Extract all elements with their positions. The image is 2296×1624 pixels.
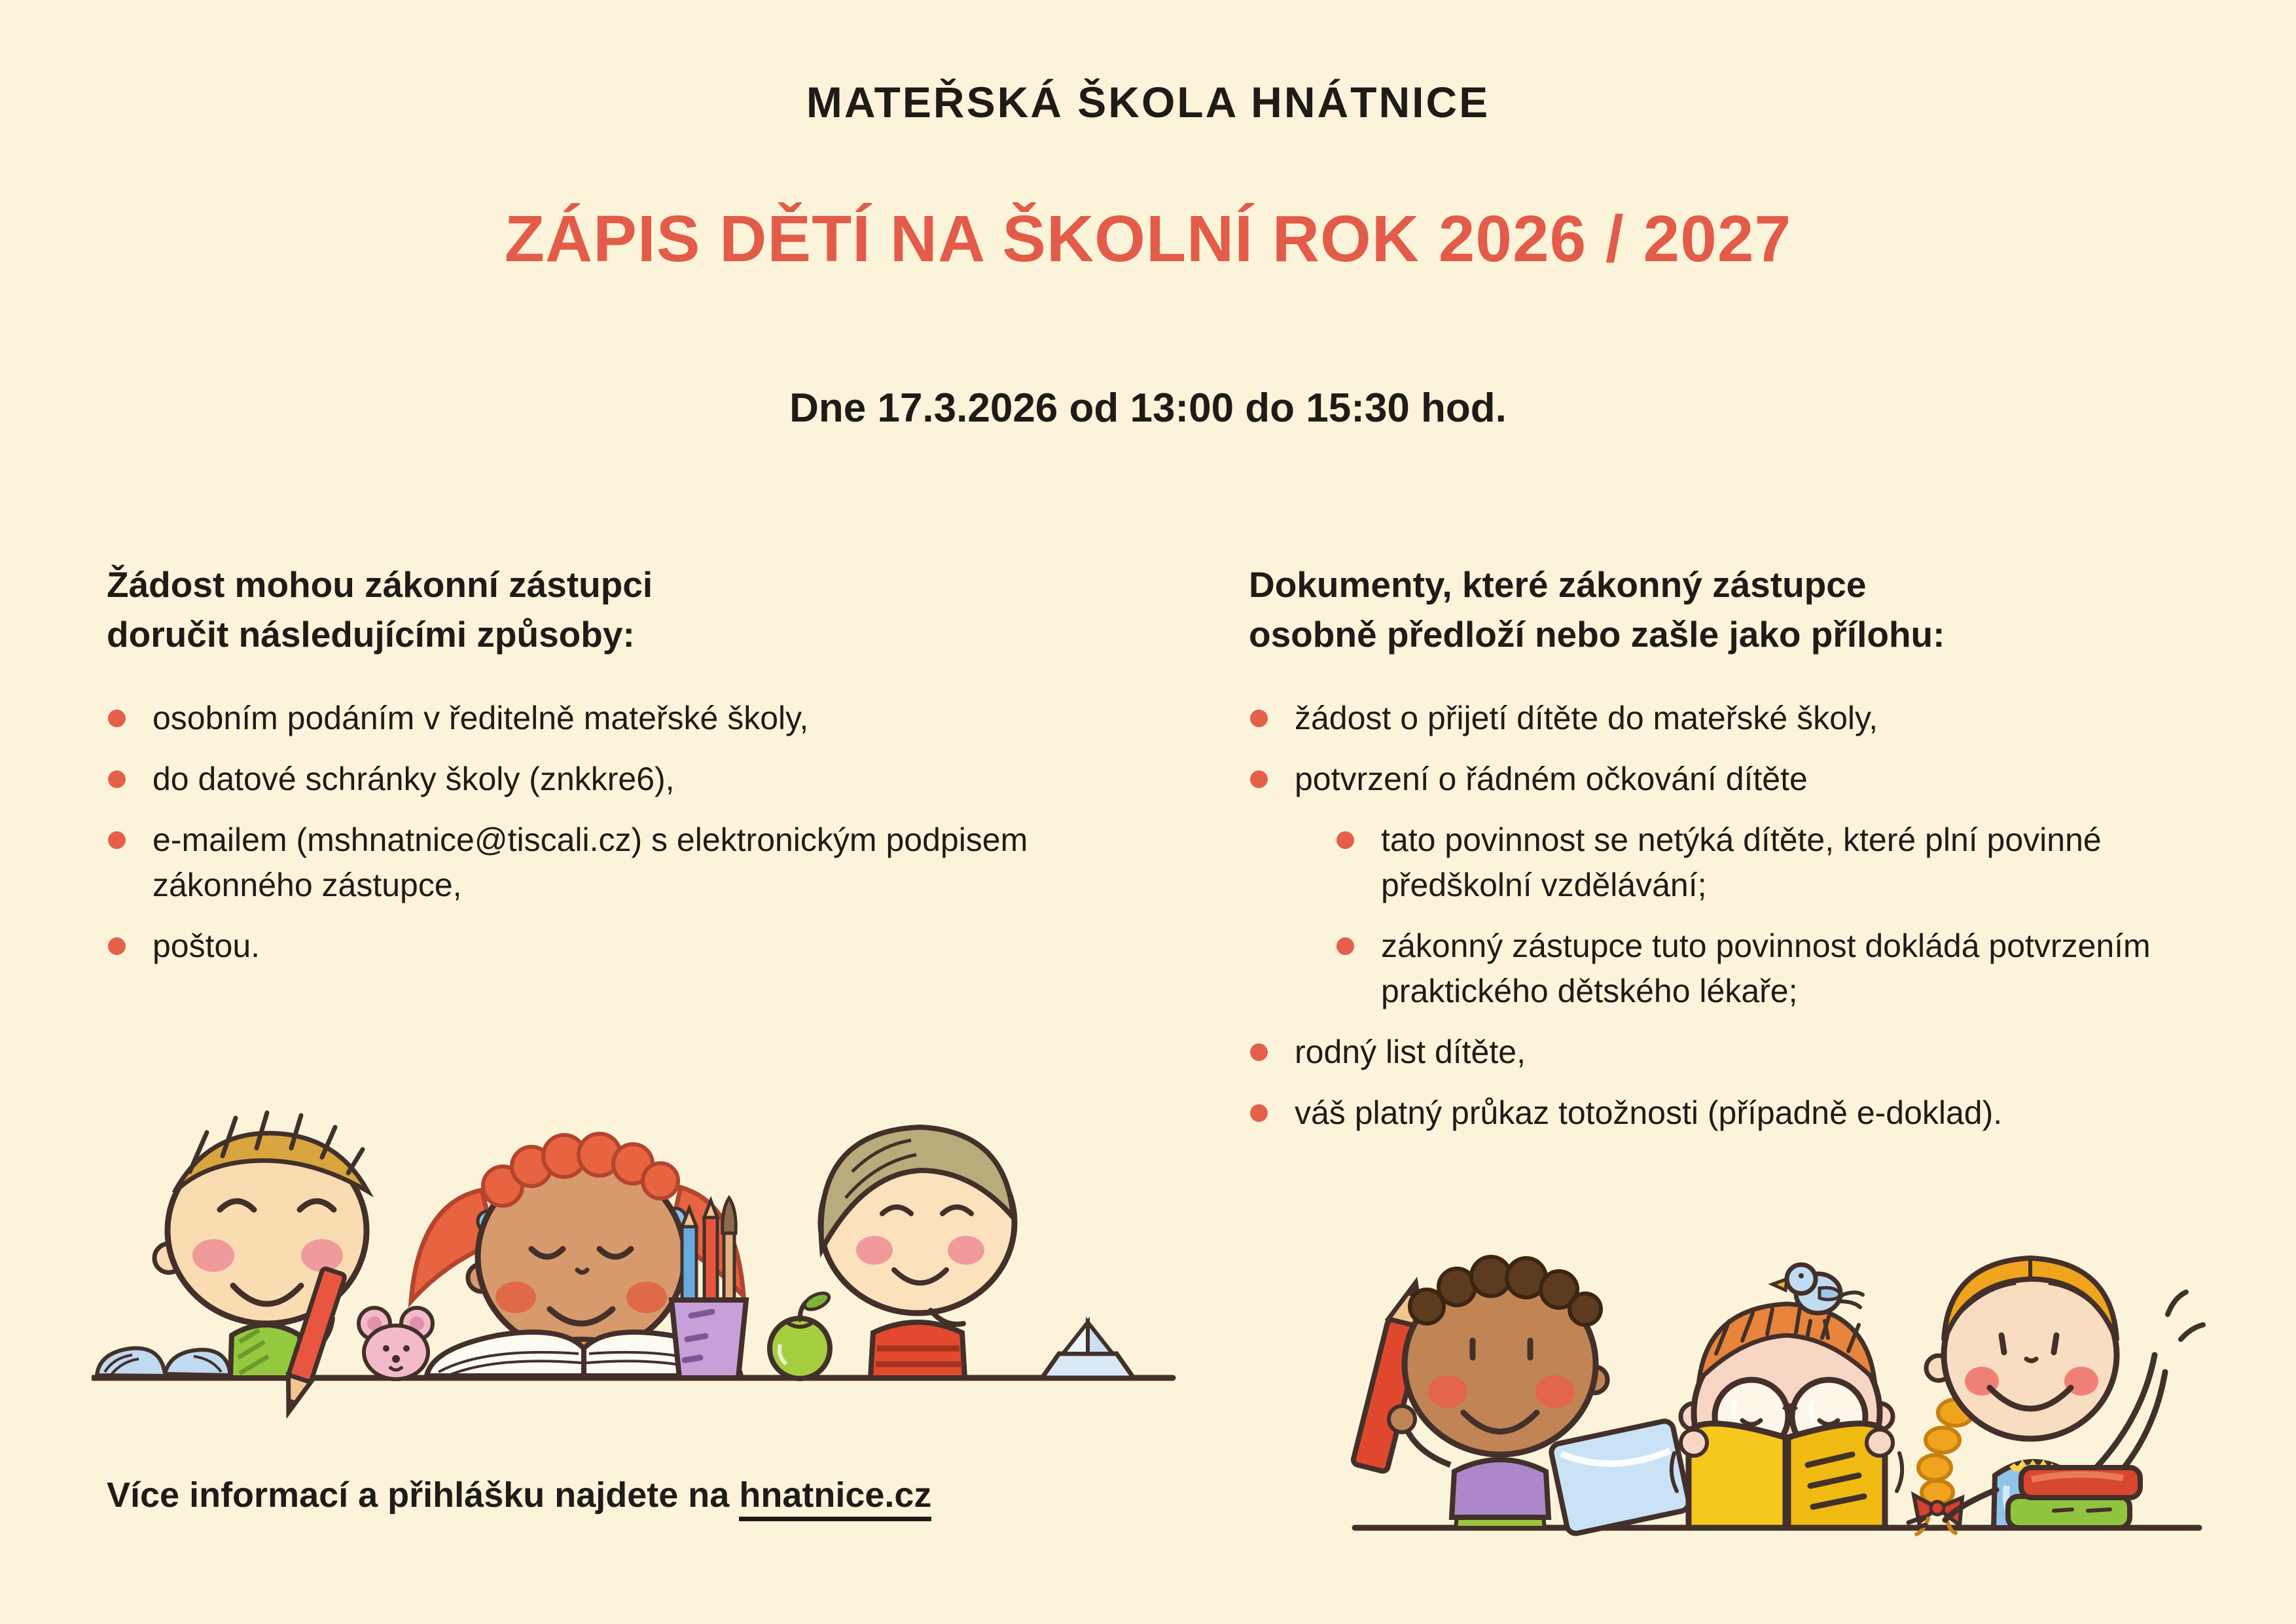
paper-boat [1042,1322,1134,1378]
event-title: ZÁPIS DĚTÍ NA ŠKOLNÍ ROK 2026 / 2027 [504,202,1792,276]
bullet-icon [108,831,126,849]
footer-note [107,1475,931,1515]
bullet-icon [1336,831,1354,849]
submission-methods-section [107,560,1154,984]
list-item-text: e-mailem (mshnatnice@tiscali.cz) s elektronickým podpisem [152,821,1028,858]
pencil-cup [672,1198,746,1378]
toy-mouse [359,1308,433,1379]
boy-daydreaming-figure [821,1127,1014,1378]
documents-heading [1249,560,2224,660]
submission-heading-line: Žádost mohou zákonní zástupci [107,564,653,605]
bullet-icon [108,937,126,955]
blue-notebook [1550,1420,1691,1535]
list-item [107,757,1154,802]
list-item-text: zákonného zástupce, [152,866,462,903]
list-item [107,924,1154,969]
event-datetime: Dne 17.3.2026 od 13:00 do 15:30 hod. [789,386,1507,431]
left-children-illustration [92,1092,1204,1435]
documents-list [1249,696,2224,1136]
bullet-icon [1250,710,1268,727]
bullet-icon [1336,937,1354,955]
documents-section [1249,560,2224,1151]
list-sub-item [1335,818,2224,908]
footer-text: Více informací a přihlášku najdete na [107,1475,740,1515]
list-item-text: předškolní vzdělávání; [1381,866,1707,903]
list-item-text: váš platný průkaz totožnosti (případně e-doklad). [1295,1094,2003,1131]
website-link[interactable]: hnatnice.cz [739,1475,931,1521]
list-item-text: do datové schránky školy (znkkre6), [152,760,675,797]
list-item-text: poštou. [152,927,260,964]
list-item [1249,696,2224,741]
documents-heading-line: Dokumenty, které zákonný zástupce [1249,564,1867,605]
school-name: MATEŘSKÁ ŠKOLA HNÁTNICE [806,78,1490,126]
list-item-text: zákonný zástupce tuto povinnost dokládá potvrzením [1381,927,2151,964]
boy-reading-figure [1672,1265,1902,1528]
list-item [107,818,1154,908]
bullet-icon [1250,1104,1268,1122]
submission-heading [107,560,1154,660]
books-stack [2008,1468,2140,1528]
list-item-text: tato povinnost se netýká dítěte, které plní povinné [1381,821,2102,858]
documents-heading-line: osobně předloží nebo zašle jako přílohu: [1249,613,1945,655]
list-sub-item [1335,924,2224,1014]
list-item [1249,757,2224,802]
list-item-text: osobním podáním v ředitelně mateřské školy, [152,699,809,736]
list-item-text: potvrzení o řádném očkování dítěte [1295,760,1808,797]
blue-book [97,1348,230,1376]
submission-list [107,696,1154,969]
list-item [1249,1091,2224,1136]
bullet-icon [108,770,126,788]
apple [770,1290,831,1379]
bullet-icon [1250,1043,1268,1061]
submission-heading-line: doručit následujícími způsoby: [107,613,635,655]
bullet-icon [1250,770,1268,788]
list-item [107,696,1154,741]
list-item-text: rodný list dítěte, [1295,1033,1526,1070]
right-children-illustration [1335,1215,2225,1568]
list-item-text: žádost o přijetí dítěte do mateřské školy, [1295,699,1878,736]
boy-with-pencil-figure [1352,1257,1691,1535]
list-item-text: praktického dětského lékaře; [1381,972,1798,1009]
list-item [1249,1030,2224,1075]
yellow-book [1672,1424,1902,1528]
bullet-icon [108,710,126,727]
